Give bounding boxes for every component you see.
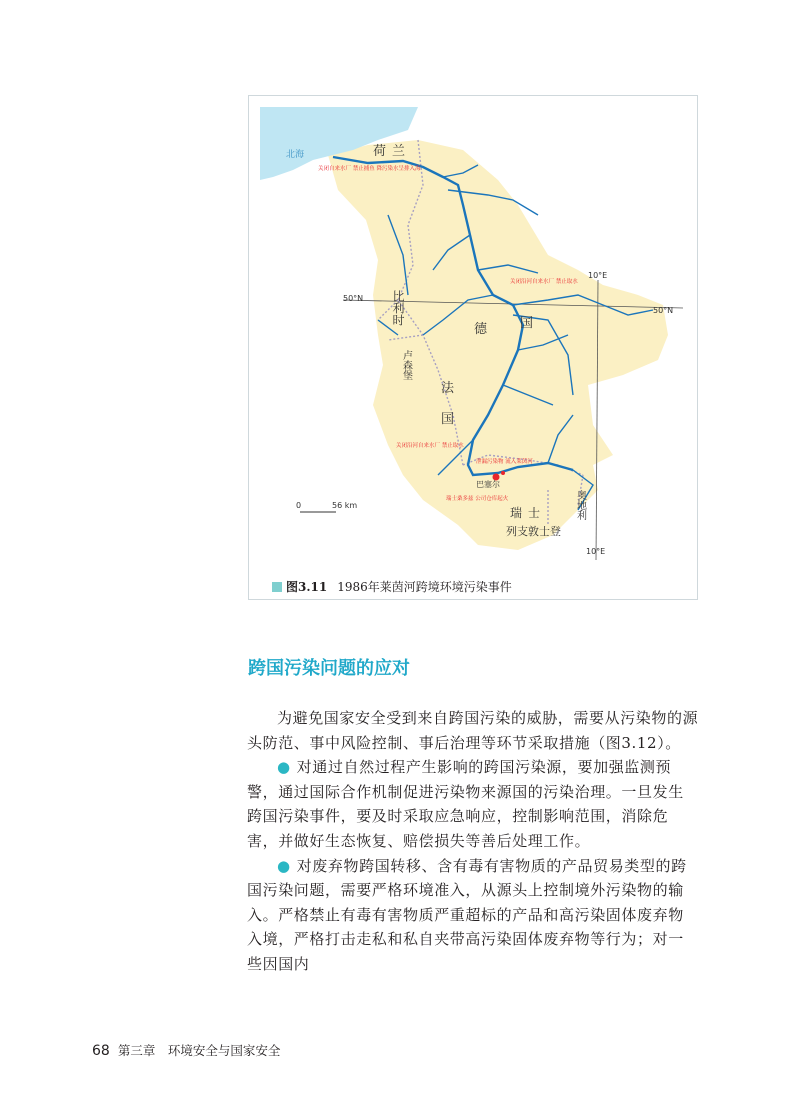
label-north-sea: 北海 (286, 150, 305, 160)
caption-marker (272, 582, 282, 592)
paragraph-waste-transfer (247, 854, 699, 977)
label-lat-right: 50°N (653, 306, 674, 315)
page-footer (92, 1041, 280, 1059)
label-luxembourg: 卢森堡 (400, 350, 412, 380)
figure-number: 图3.11 (286, 580, 328, 594)
scale-zero: 0 (296, 501, 302, 510)
label-basel: 巴塞尔 (476, 480, 500, 489)
label-germany-2: 国 (520, 316, 534, 331)
label-germany-1: 德 (474, 322, 488, 337)
label-lon-top: 10°E (588, 271, 608, 280)
label-france-2: 国 (441, 412, 455, 427)
label-liechtenstein: 列支敦士登 (506, 525, 561, 538)
paragraph-natural-pollution (247, 755, 699, 853)
note-switzerland: 瑞士桑多兹 公司仓库起火 (446, 496, 509, 502)
rhine-pollution-map (248, 95, 698, 600)
figure-caption (272, 578, 512, 595)
note-france: 关闭沿河自来水厂 禁止取水 (396, 443, 464, 449)
spill-site-marker-2 (501, 471, 505, 475)
label-lat-left: 50°N (343, 294, 364, 303)
caption-text: 1986年莱茵河跨境环境污染事件 (337, 580, 512, 594)
label-netherlands: 荷兰 (373, 144, 412, 159)
scale-distance: 56 km (332, 501, 358, 510)
page-number: 68 (92, 1043, 110, 1059)
section-title: 跨国污染问题的应对 (248, 658, 410, 679)
label-austria: 奥地利 (574, 490, 586, 520)
map-svg (248, 95, 698, 600)
label-switzerland: 瑞士 (510, 506, 547, 520)
label-lon-bottom: 10°E (586, 547, 606, 556)
paragraph-waste-transfer-text: 对废弃物跨国转移、含有毒有害物质的产品贸易类型的跨国污染问题，需要严格环境准入，从源头上控制境外污染物的输入。严格禁止有毒有害物质严重超标的产品和高污染固体废弃物入境，严格打击走私和私自夹带高污染固体废弃物等行为；对一些因国内 (247, 856, 687, 973)
note-germany: 关闭沿河自来水厂 禁止取水 (510, 279, 578, 285)
bullet-icon: ● (277, 856, 291, 875)
bullet-icon: ● (277, 758, 291, 777)
paragraph-intro: 为避免国家安全受到来自跨国污染的威胁，需要从污染物的源头防范、事中风险控制、事后治理等环节采取措施（图3.12）。 (247, 709, 699, 752)
paragraph-natural-pollution-text: 对通过自然过程产生影响的跨国污染源，要加强监测预警，通过国际合作机制促进污染物来源国的污染治理。一旦发生跨国污染事件，要及时采取应急响应，控制影响范围，消除危害，并做好生态恢复、赔偿损失等善后处理工作。 (247, 758, 684, 850)
note-netherlands: 关闭自来水厂 禁止捕鱼 降污染水呈排入海 (318, 166, 421, 172)
label-france-1: 法 (441, 381, 455, 396)
chapter-title: 第三章 环境安全与国家安全 (117, 1043, 281, 1058)
note-spill: 泄漏污染物 流入莱茵河 (476, 459, 533, 465)
body-text (247, 706, 699, 977)
label-belgium: 比利时 (391, 290, 405, 326)
